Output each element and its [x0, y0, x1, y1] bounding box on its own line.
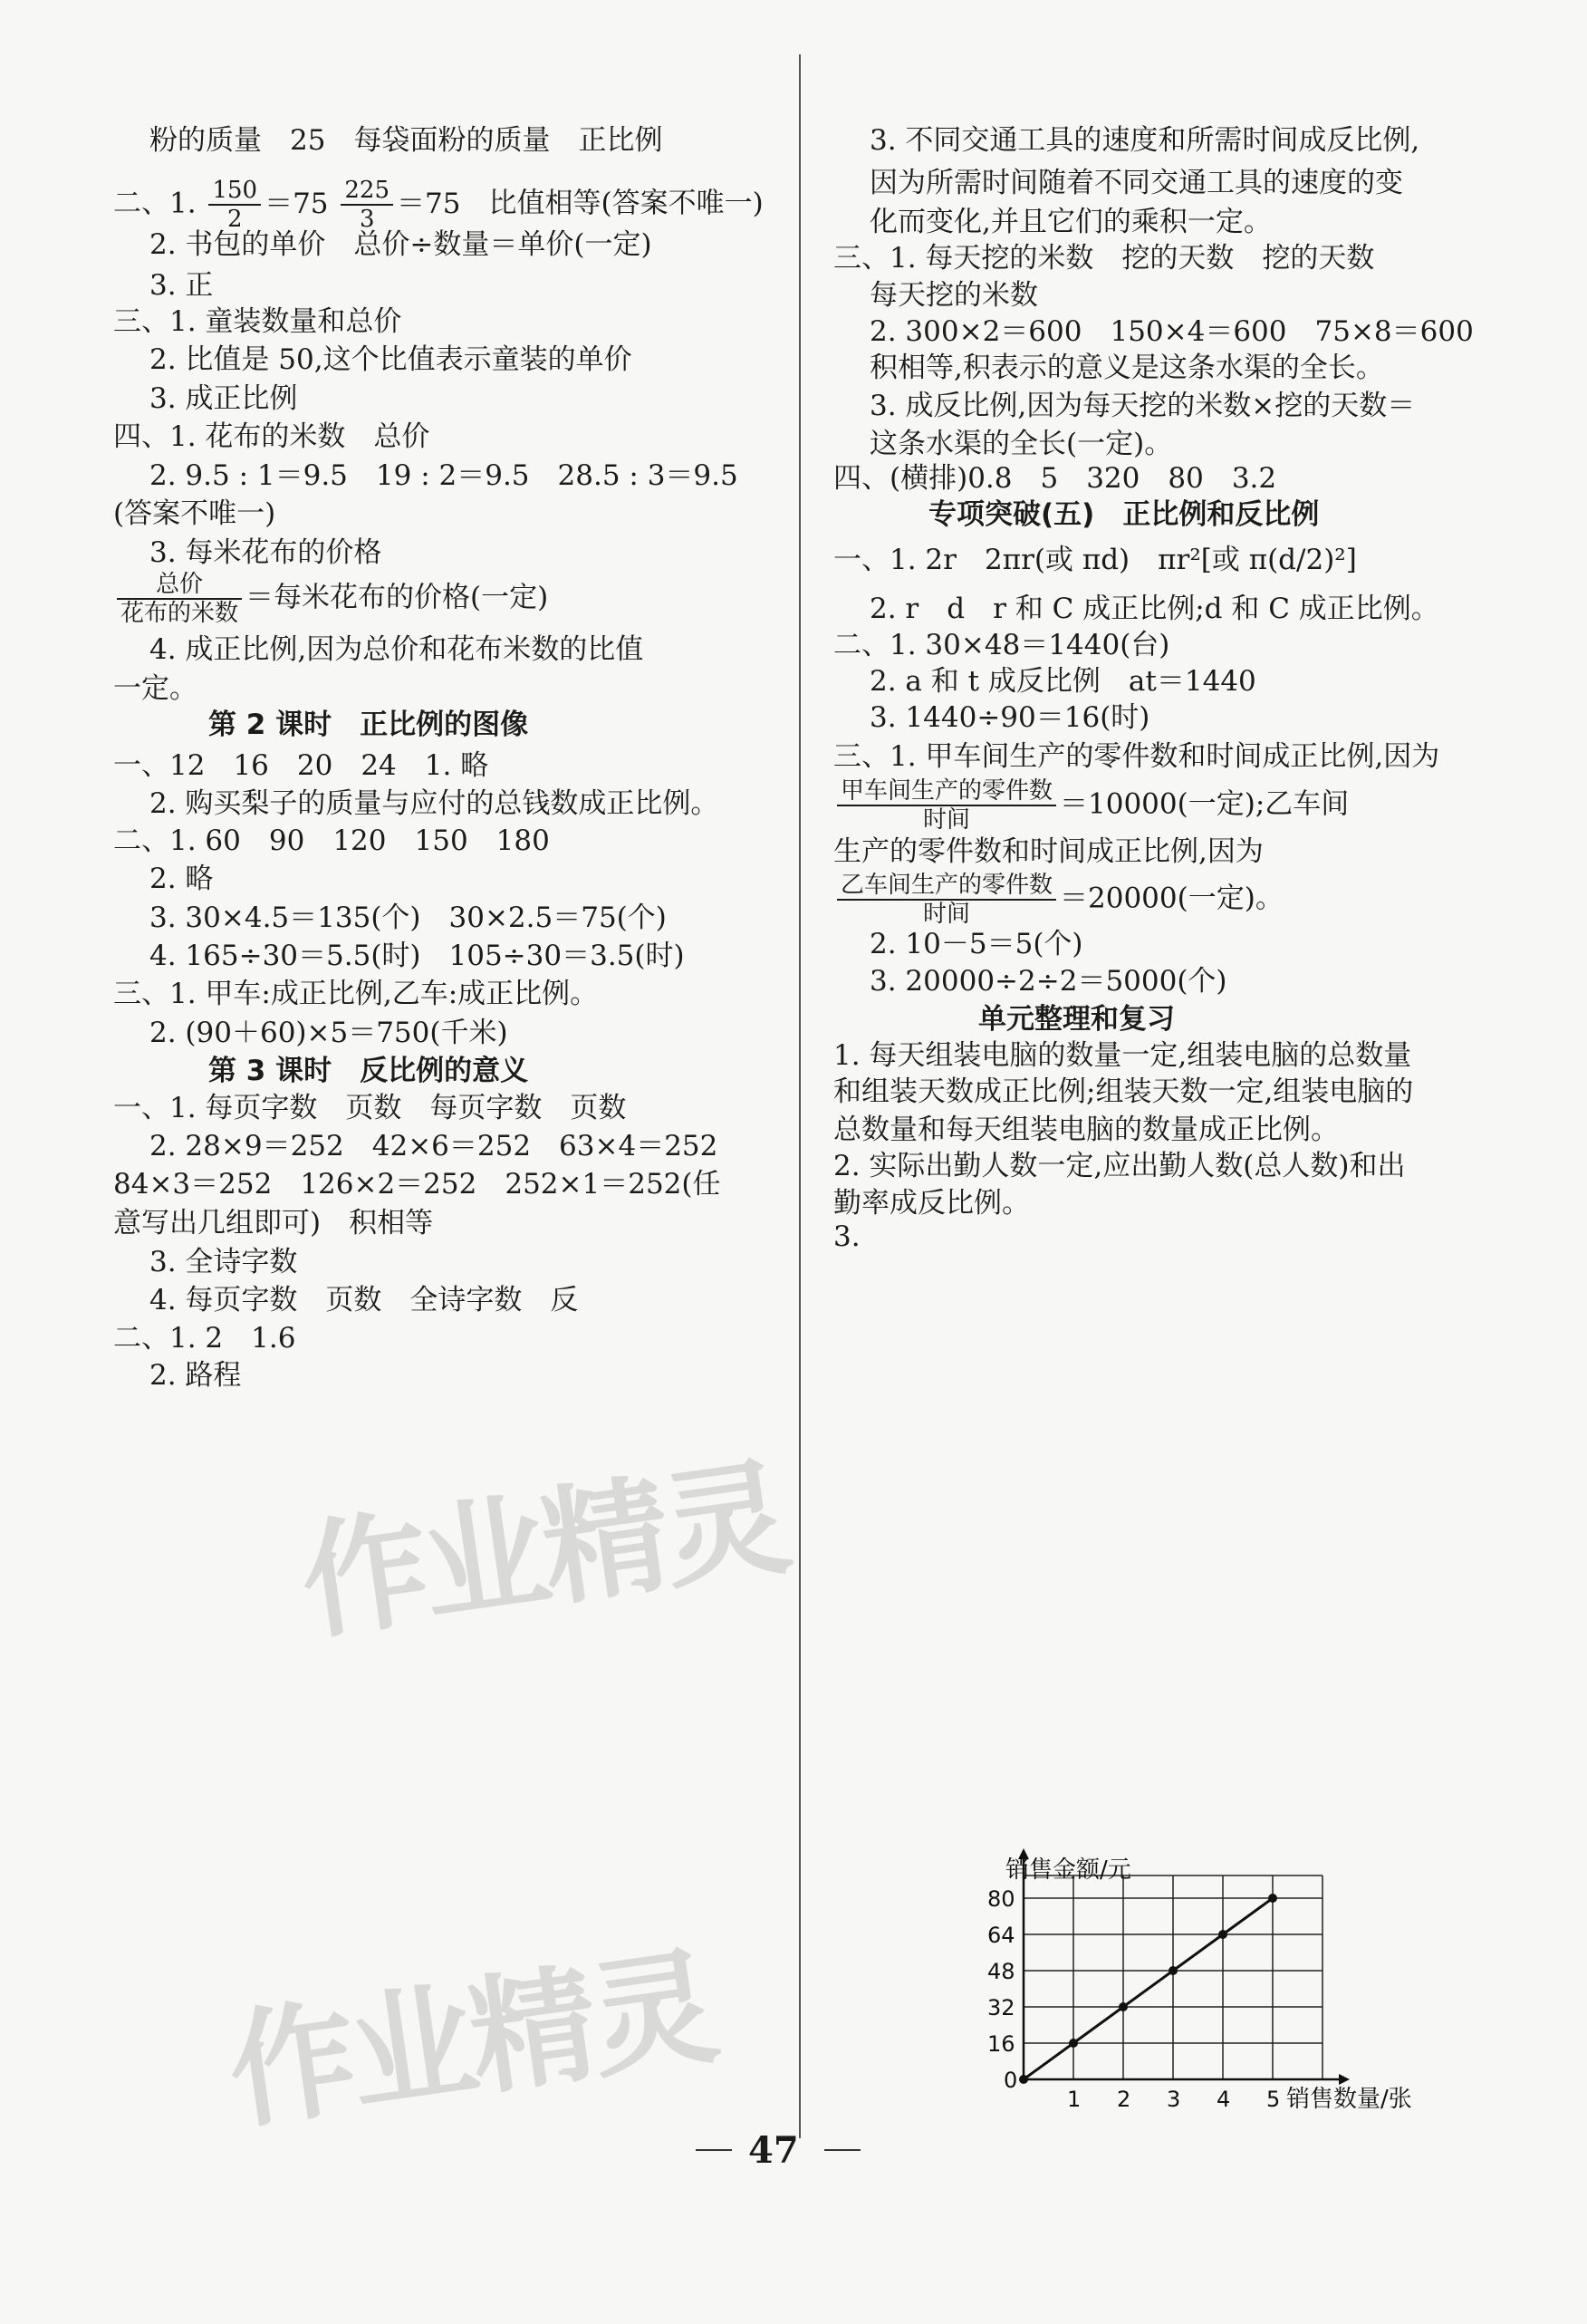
fraction — [205, 177, 329, 233]
x-axis-arrow — [1339, 2074, 1350, 2085]
section-heading: 第 3 课时 反比例的意义 — [208, 1055, 529, 1087]
answer-line: 4. 165÷30＝5.5(时) 105÷30＝3.5(时) — [149, 940, 685, 972]
fraction — [337, 177, 461, 233]
answer-line: 3. 全诗字数 — [149, 1246, 298, 1278]
page-dash — [824, 2149, 861, 2151]
answer-line: 3. 每米花布的价格 — [149, 536, 382, 569]
text-fragment — [329, 188, 338, 220]
page-dash — [696, 2149, 732, 2151]
x-tick-label: 5 — [1266, 2087, 1281, 2112]
data-point — [1069, 2039, 1078, 2048]
answer-line: 2. r d r 和 C 成正比例;d 和 C 成正比例。 — [870, 593, 1439, 625]
answer-line: 2. 购买梨子的质量与应付的总钱数成正比例。 — [149, 787, 719, 820]
x-axis-label: 销售数量/张 — [1286, 2086, 1412, 2113]
fraction-denominator: 花布的米数 — [120, 600, 239, 627]
data-point — [1119, 2002, 1128, 2011]
fraction-numerator: 甲车间生产的零件数 — [837, 777, 1056, 806]
y-tick-label: 32 — [987, 1995, 1015, 2020]
y-tick-label: 80 — [987, 1886, 1015, 1912]
answer-line: 2. a 和 t 成反比例 at＝1440 — [870, 665, 1256, 698]
answer-line: 二、1. 30×48＝1440(台) — [833, 629, 1170, 661]
series-line — [1024, 1898, 1273, 2079]
answer-line: 2. 略 — [149, 863, 214, 895]
answer-line: 2. 300×2＝600 150×4＝600 75×8＝600 — [870, 315, 1474, 348]
fraction — [833, 777, 1060, 834]
x-tick-label: 4 — [1217, 2087, 1231, 2112]
section-heading: 单元整理和复习 — [978, 1003, 1175, 1036]
data-point — [1218, 1930, 1227, 1939]
answer-line: 这条水渠的全长(一定)。 — [870, 428, 1173, 460]
watermark: 作业精灵 — [292, 1444, 794, 1659]
answer-line: 三、1. 甲车间生产的零件数和时间成正比例,因为 — [833, 740, 1440, 773]
answer-line: 3. 正 — [149, 269, 214, 302]
text-fragment: 二、1. — [113, 187, 206, 220]
fraction-denominator: 时间 — [923, 901, 971, 928]
answer-line: 每天挖的米数 — [870, 279, 1038, 312]
x-tick-label: 1 — [1067, 2087, 1082, 2112]
answer-line — [113, 571, 548, 627]
page-number: 47 — [748, 2129, 799, 2172]
answer-line: 勤率成反比例。 — [833, 1187, 1030, 1220]
text-fragment: ＝每米花布的价格(一定) — [245, 581, 549, 614]
y-tick-label: 16 — [987, 2031, 1015, 2057]
section-heading: 专项突破(五) 正比例和反比例 — [928, 498, 1320, 531]
answer-line: 总数量和每天组装电脑的数量成正比例。 — [833, 1114, 1339, 1146]
fraction-numerator: 乙车间生产的零件数 — [837, 872, 1056, 901]
fraction-numerator: 150 — [208, 177, 261, 206]
answer-line: 四、(横排)0.8 5 320 80 3.2 — [833, 462, 1277, 495]
text-fragment: ＝10000(一定);乙车间 — [1060, 787, 1350, 821]
text-fragment: ＝20000(一定)。 — [1060, 882, 1284, 915]
sales-chart — [933, 1856, 1412, 2120]
answer-line: 2. 28×9＝252 42×6＝252 63×4＝252 — [149, 1130, 718, 1162]
x-tick-label: 3 — [1167, 2087, 1181, 2112]
y-tick-label: 0 — [1004, 2068, 1018, 2093]
answer-line: 2. 10－5＝5(个) — [870, 928, 1083, 960]
answer-line: 3. 成反比例,因为每天挖的米数×挖的天数＝ — [870, 390, 1416, 422]
answer-line: 3. — [833, 1220, 861, 1253]
fraction — [833, 872, 1060, 928]
answer-line: 四、1. 花布的米数 总价 — [113, 420, 430, 453]
data-point — [1268, 1894, 1277, 1903]
answer-line: 三、1. 童装数量和总价 — [113, 305, 402, 338]
answer-line — [833, 872, 1284, 928]
watermark: 作业精灵 — [219, 1933, 722, 2148]
answer-line: 和组装天数成正比例;组装天数一定,组装电脑的 — [833, 1075, 1414, 1108]
chart-axes — [1018, 1848, 1350, 2085]
answer-line: 2. 9.5 : 1＝9.5 19 : 2＝9.5 28.5 : 3＝9.5 — [149, 459, 738, 492]
answer-line: 化而变化,并且它们的乘积一定。 — [870, 206, 1272, 238]
answer-line: 一、1. 2r 2πr(或 πd) πr²[或 π(d/2)²] — [833, 544, 1357, 576]
y-tick-label: 48 — [987, 1959, 1015, 1984]
answer-line: 2. 实际出勤人数一定,应出勤人数(总人数)和出 — [833, 1150, 1406, 1182]
fraction-result: ＝75 — [264, 187, 329, 220]
answer-line: 3. 20000÷2÷2＝5000(个) — [870, 965, 1227, 998]
answer-line: 二、1. 60 90 120 150 180 — [113, 824, 550, 857]
answer-line: 一定。 — [113, 672, 197, 705]
chart-grid — [1024, 1876, 1322, 2079]
answer-line: 积相等,积表示的意义是这条水渠的全长。 — [870, 352, 1384, 384]
answer-line: (答案不唯一) — [113, 497, 276, 530]
answer-line: 3. 不同交通工具的速度和所需时间成反比例, — [870, 124, 1420, 157]
fraction-denominator: 2 — [226, 206, 243, 233]
x-tick-label: 2 — [1117, 2087, 1131, 2112]
fraction-denominator: 时间 — [923, 806, 971, 834]
data-point — [1169, 1966, 1178, 1975]
answer-line: 2. 路程 — [149, 1359, 242, 1392]
fraction-numerator: 225 — [341, 177, 393, 206]
y-tick-label: 64 — [987, 1923, 1015, 1948]
answer-line: 2. 书包的单价 总价÷数量＝单价(一定) — [149, 228, 652, 261]
answer-line: 4. 成正比例,因为总价和花布米数的比值 — [149, 633, 644, 666]
section-heading: 第 2 课时 正比例的图像 — [208, 709, 529, 741]
answer-line: 2. 比值是 50,这个比值表示童装的单价 — [149, 343, 632, 376]
answer-line — [833, 777, 1349, 834]
answer-line: 三、1. 甲车:成正比例,乙车:成正比例。 — [113, 978, 599, 1010]
answer-line: 3. 成正比例 — [149, 382, 298, 415]
fraction-result: ＝75 — [397, 187, 461, 220]
text-fragment: 比值相等(答案不唯一) — [460, 187, 764, 220]
y-axis-label: 销售金额/元 — [1005, 1856, 1131, 1884]
answer-line: 2. (90＋60)×5＝750(千米) — [149, 1017, 508, 1049]
answer-line: 粉的质量 25 每袋面粉的质量 正比例 — [149, 124, 663, 157]
answer-line: 3. 30×4.5＝135(个) 30×2.5＝75(个) — [149, 902, 667, 934]
answer-line: 二、1. 2 1.6 — [113, 1322, 296, 1355]
fraction — [113, 571, 245, 627]
fraction-numerator: 总价 — [117, 571, 242, 600]
column-divider — [799, 54, 801, 2138]
answer-line: 一、12 16 20 24 1. 略 — [113, 749, 489, 782]
answer-line: 一、1. 每页字数 页数 每页字数 页数 — [113, 1092, 627, 1124]
answer-line: 三、1. 每天挖的米数 挖的天数 挖的天数 — [833, 242, 1375, 275]
chart-series — [1019, 1894, 1277, 2084]
fraction-denominator: 3 — [359, 206, 375, 233]
answer-line: 3. 1440÷90＝16(时) — [870, 701, 1150, 734]
answer-line: 因为所需时间随着不同交通工具的速度的变 — [870, 167, 1403, 199]
answer-line: 意写出几组即可) 积相等 — [113, 1207, 434, 1239]
data-point — [1019, 2075, 1028, 2084]
answer-line: 4. 每页字数 页数 全诗字数 反 — [149, 1284, 579, 1316]
answer-line: 1. 每天组装电脑的数量一定,组装电脑的总数量 — [833, 1039, 1412, 1072]
answer-line — [113, 177, 764, 233]
answer-line: 84×3＝252 126×2＝252 252×1＝252(任 — [113, 1168, 721, 1201]
answer-line: 生产的零件数和时间成正比例,因为 — [833, 835, 1264, 868]
